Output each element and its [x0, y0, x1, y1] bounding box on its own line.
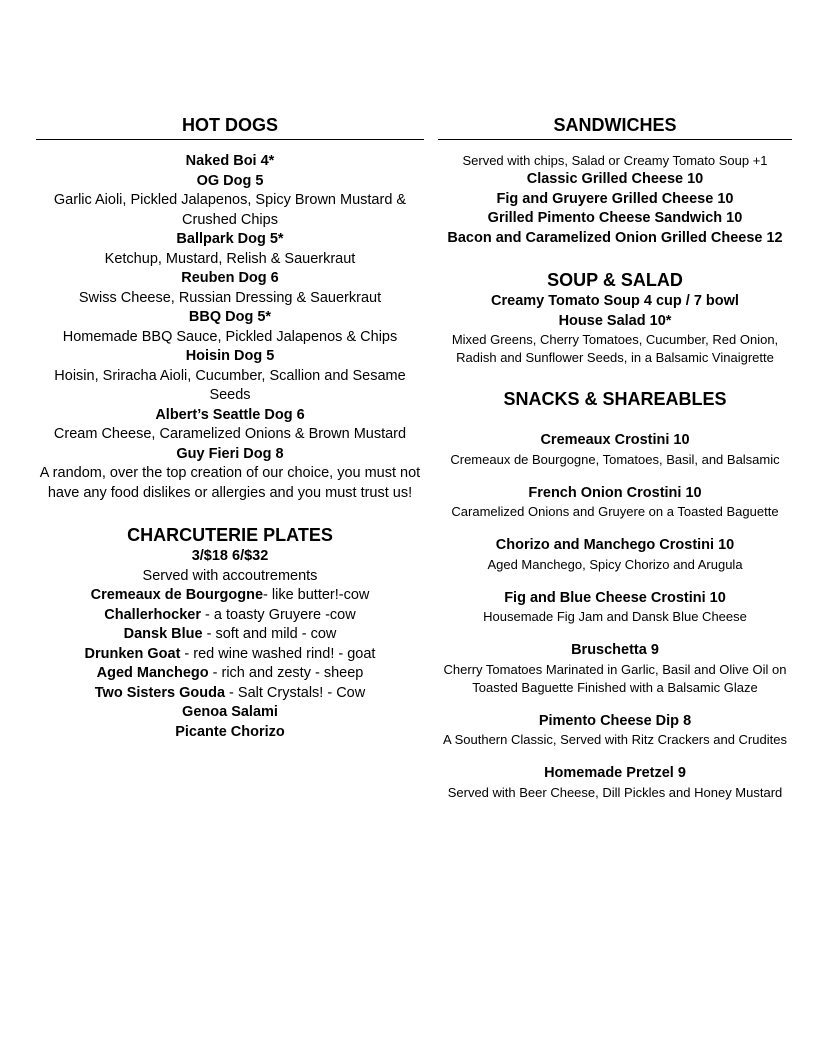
charcuterie-item-name: Two Sisters Gouda — [94, 684, 226, 701]
list-item — [438, 589, 792, 627]
menu-item-name: Creamy Tomato Soup 4 cup / 7 bowl — [491, 293, 739, 309]
charcuterie-item-name: Genoa Salami — [182, 704, 278, 720]
menu-item-name: Cremeaux Crostini 10 — [540, 432, 690, 448]
charcuterie-item — [36, 684, 424, 704]
menu-item-name: Fig and Blue Cheese Crostini 10 — [504, 589, 726, 606]
menu-item-name: Homemade Pretzel 9 — [544, 765, 686, 781]
menu-item-desc: Cream Cheese, Caramelized Onions & Brown Mustard — [53, 426, 407, 442]
charcuterie-item-name: Aged Manchego — [96, 665, 209, 681]
list-item — [438, 764, 792, 802]
charcuterie-item — [36, 723, 424, 743]
charcuterie-item-name: Cremeaux de Bourgogne — [90, 587, 264, 603]
menu-item-name: French Onion Crostini 10 — [528, 484, 702, 501]
menu-item-desc: Swiss Cheese, Russian Dressing & Sauerkraut — [78, 289, 382, 306]
menu-item-name: House Salad 10* — [558, 312, 672, 329]
menu-item-name: Reuben Dog 6 — [181, 270, 279, 286]
menu-item-desc: A random, over the top creation of our choice, you must not have any food dislikes or allergies and you must trust us! — [39, 465, 421, 501]
menu-item-name: Bacon and Caramelized Onion Grilled Cheese 12 — [447, 229, 783, 246]
list-item — [438, 641, 792, 697]
sandwiches-note: Served with chips, Salad or Creamy Tomato Soup +1 — [462, 153, 768, 168]
charcuterie-item-desc: - a toasty Gruyere -cow — [201, 606, 356, 623]
snacks-title: SNACKS & SHAREABLES — [503, 389, 727, 409]
menu-item-name: BBQ Dog 5* — [188, 309, 272, 325]
menu-item-name: Albert’s Seattle Dog 6 — [155, 406, 305, 423]
menu-item-desc: Aged Manchego, Spicy Chorizo and Arugula — [487, 556, 743, 572]
charcuterie-item-desc: - red wine washed rind! - goat — [180, 645, 376, 662]
list-item — [438, 431, 792, 469]
snacks-list — [438, 431, 792, 802]
menu-item-name: Hoisin Dog 5 — [185, 348, 275, 364]
menu-item-name: Guy Fieri Dog 8 — [176, 445, 284, 462]
menu-item-desc: Ketchup, Mustard, Relish & Sauerkraut — [104, 250, 356, 267]
charcuterie-note: Served with accoutrements — [142, 567, 318, 584]
menu-item-desc: Housemade Fig Jam and Dansk Blue Cheese — [483, 609, 747, 624]
soup-salad-title: SOUP & SALAD — [547, 270, 683, 290]
menu-item-desc: Cherry Tomatoes Marinated in Garlic, Basil and Olive Oil on Toasted Baguette Finished with a Balsamic Glaze — [443, 661, 787, 695]
charcuterie-item-name: Picante Chorizo — [175, 723, 285, 740]
menu-item-name: Grilled Pimento Cheese Sandwich 10 — [487, 210, 743, 226]
charcuterie-item-name: Challerhocker — [104, 606, 201, 623]
sandwiches-header — [438, 113, 792, 140]
charcuterie-item — [36, 645, 424, 665]
sandwiches-list — [438, 170, 792, 248]
menu-item-name: Chorizo and Manchego Crostini 10 — [495, 537, 735, 553]
charcuterie-item-desc: - rich and zesty - sheep — [208, 665, 364, 681]
charcuterie-title: CHARCUTERIE PLATES — [127, 525, 333, 545]
menu-item-name: Fig and Gruyere Grilled Cheese 10 — [496, 190, 734, 207]
list-item — [438, 712, 792, 750]
charcuterie-item — [36, 606, 424, 626]
charcuterie-item — [36, 586, 424, 606]
list-item — [438, 536, 792, 574]
charcuterie-item-name: Drunken Goat — [84, 645, 181, 662]
hot-dogs-list — [36, 152, 424, 503]
charcuterie-item-desc: - like butter!-cow — [263, 587, 370, 603]
menu-item-desc: Cremeaux de Bourgogne, Tomatoes, Basil, and Balsamic — [450, 451, 780, 467]
charcuterie-item — [36, 625, 424, 645]
charcuterie-item — [36, 664, 424, 684]
hot-dogs-title: HOT DOGS — [181, 115, 278, 135]
menu-item-name: Classic Grilled Cheese 10 — [526, 171, 704, 187]
menu-item-name: Naked Boi 4* — [185, 153, 275, 169]
menu-item-name: OG Dog 5 — [196, 172, 264, 189]
charcuterie-list — [36, 586, 424, 742]
menu-item-desc: Mixed Greens, Cherry Tomatoes, Cucumber, Red Onion, Radish and Sunflower Seeds, in a Balsamic Vinaigrette — [451, 332, 779, 365]
menu-item-desc: Caramelized Onions and Gruyere on a Toasted Baguette — [451, 504, 779, 519]
menu-item-desc: Garlic Aioli, Pickled Jalapenos, Spicy Brown Mustard & Crushed Chips — [53, 192, 407, 228]
menu-item-name: Pimento Cheese Dip 8 — [538, 712, 692, 729]
left-column — [36, 113, 424, 742]
charcuterie-price: 3/$18 6/$32 — [191, 548, 269, 564]
soup-salad-list — [438, 292, 792, 367]
menu-item-desc: Hoisin, Sriracha Aioli, Cucumber, Scallion and Sesame Seeds — [54, 367, 406, 403]
menu-item-name: Bruschetta 9 — [571, 642, 659, 658]
right-column — [438, 113, 792, 817]
charcuterie-item — [36, 703, 424, 723]
menu-item-desc: Homemade BBQ Sauce, Pickled Jalapenos & Chips — [62, 328, 398, 345]
menu-item-name: Ballpark Dog 5* — [176, 231, 284, 247]
charcuterie-item-name: Dansk Blue — [123, 626, 203, 642]
menu-item-desc: A Southern Classic, Served with Ritz Crackers and Crudites — [443, 732, 787, 747]
menu-item-desc: Served with Beer Cheese, Dill Pickles and Honey Mustard — [447, 784, 783, 800]
list-item — [438, 484, 792, 522]
sandwiches-title: SANDWICHES — [553, 115, 677, 135]
charcuterie-item-desc: - Salt Crystals! - Cow — [225, 684, 366, 701]
charcuterie-item-desc: - soft and mild - cow — [202, 626, 337, 642]
hot-dogs-header — [36, 113, 424, 140]
